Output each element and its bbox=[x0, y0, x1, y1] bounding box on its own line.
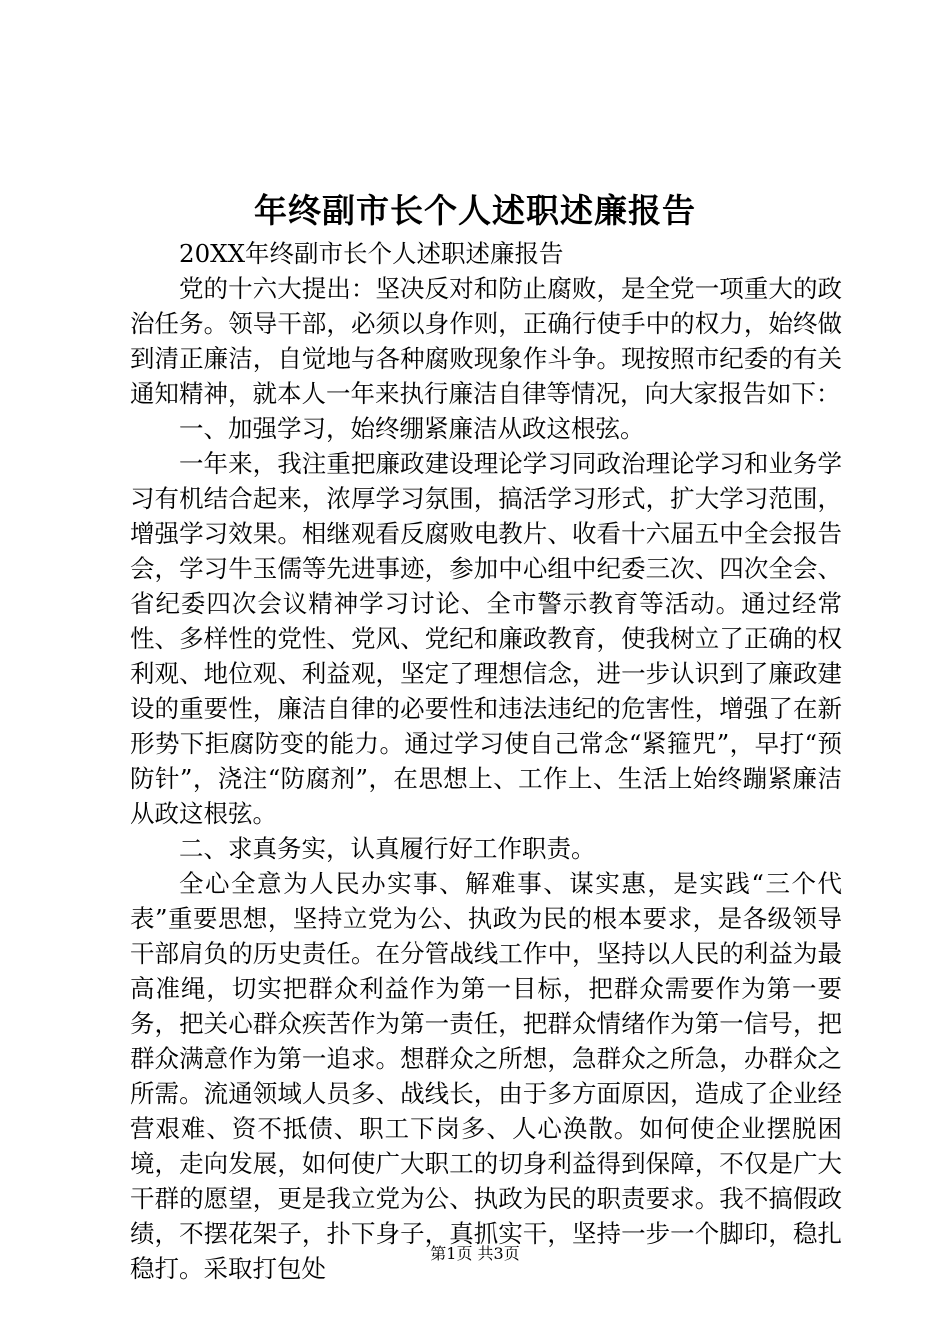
document-body bbox=[130, 236, 842, 1286]
intro-paragraph: 党的十六大提出：坚决反对和防止腐败，是全党一项重大的政治任务。领导干部，必须以身作则，正确行使手中的权力，始终做到清正廉洁，自觉地与各种腐败现象作斗争。现按照市纪委的有关通知精神，就本人一年来执行廉洁自律等情况，向大家报告如下： bbox=[130, 274, 842, 408]
body-paragraph: 全心全意为人民办实事、解难事、谋实惠，是实践“三个代表”重要思想，坚持立党为公、执政为民的根本要求，是各级领导干部肩负的历史责任。在分管战线工作中，坚持以人民的利益为最高准绳，切实把群众利益作为第一目标，把群众需要作为第一要务，把关心群众疾苦作为第一责任，把群众情绪作为第一信号，把群众满意作为第一追求。想群众之所想，急群众之所急，办群众之所需。流通领域人员多、战线长，由于多方面原因，造成了企业经营艰难、资不抵债、职工下岗多、人心涣散。如何使企业摆脱困境，走向发展，如何使广大职工的切身利益得到保障，不仅是广大干群的愿望，更是我立党为公、执政为民的职责要求。我不搞假政绩，不摆花架子，扑下身子，真抓实干，坚持一步一个脚印，稳扎稳打。采取打包处 bbox=[130, 869, 842, 1283]
document-title: 年终副市长个人述职述廉报告 bbox=[254, 191, 696, 230]
section-heading-1: 一、加强学习，始终绷紧廉洁从政这根弦。 bbox=[179, 414, 645, 443]
section-heading-2: 二、求真务实，认真履行好工作职责。 bbox=[179, 834, 596, 863]
page-footer: 第1页 共3页 bbox=[430, 1244, 520, 1263]
body-paragraph: 一年来，我注重把廉政建设理论学习同政治理论学习和业务学习有机结合起来，浓厚学习氛围，搞活学习形式，扩大学习范围，增强学习效果。相继观看反腐败电教片、收看十六届五中全会报告会，学习牛玉儒等先进事迹，参加中心组中纪委三次、四次全会、省纪委四次会议精神学习讨论、全市警示教育等活动。通过经常性、多样性的党性、党风、党纪和廉政教育，使我树立了正确的权利观、地位观、利益观，坚定了理想信念，进一步认识到了廉政建设的重要性，廉洁自律的必要性和违法违纪的危害性，增强了在新形势下拒腐防变的能力。通过学习使自己常念“紧箍咒”，早打“预防针”，浇注“防腐剂”，在思想上、工作上、生活上始终蹦紧廉洁从政这根弦。 bbox=[130, 449, 842, 828]
subtitle-paragraph: 20XX年终副市长个人述职述廉报告 bbox=[179, 239, 564, 268]
